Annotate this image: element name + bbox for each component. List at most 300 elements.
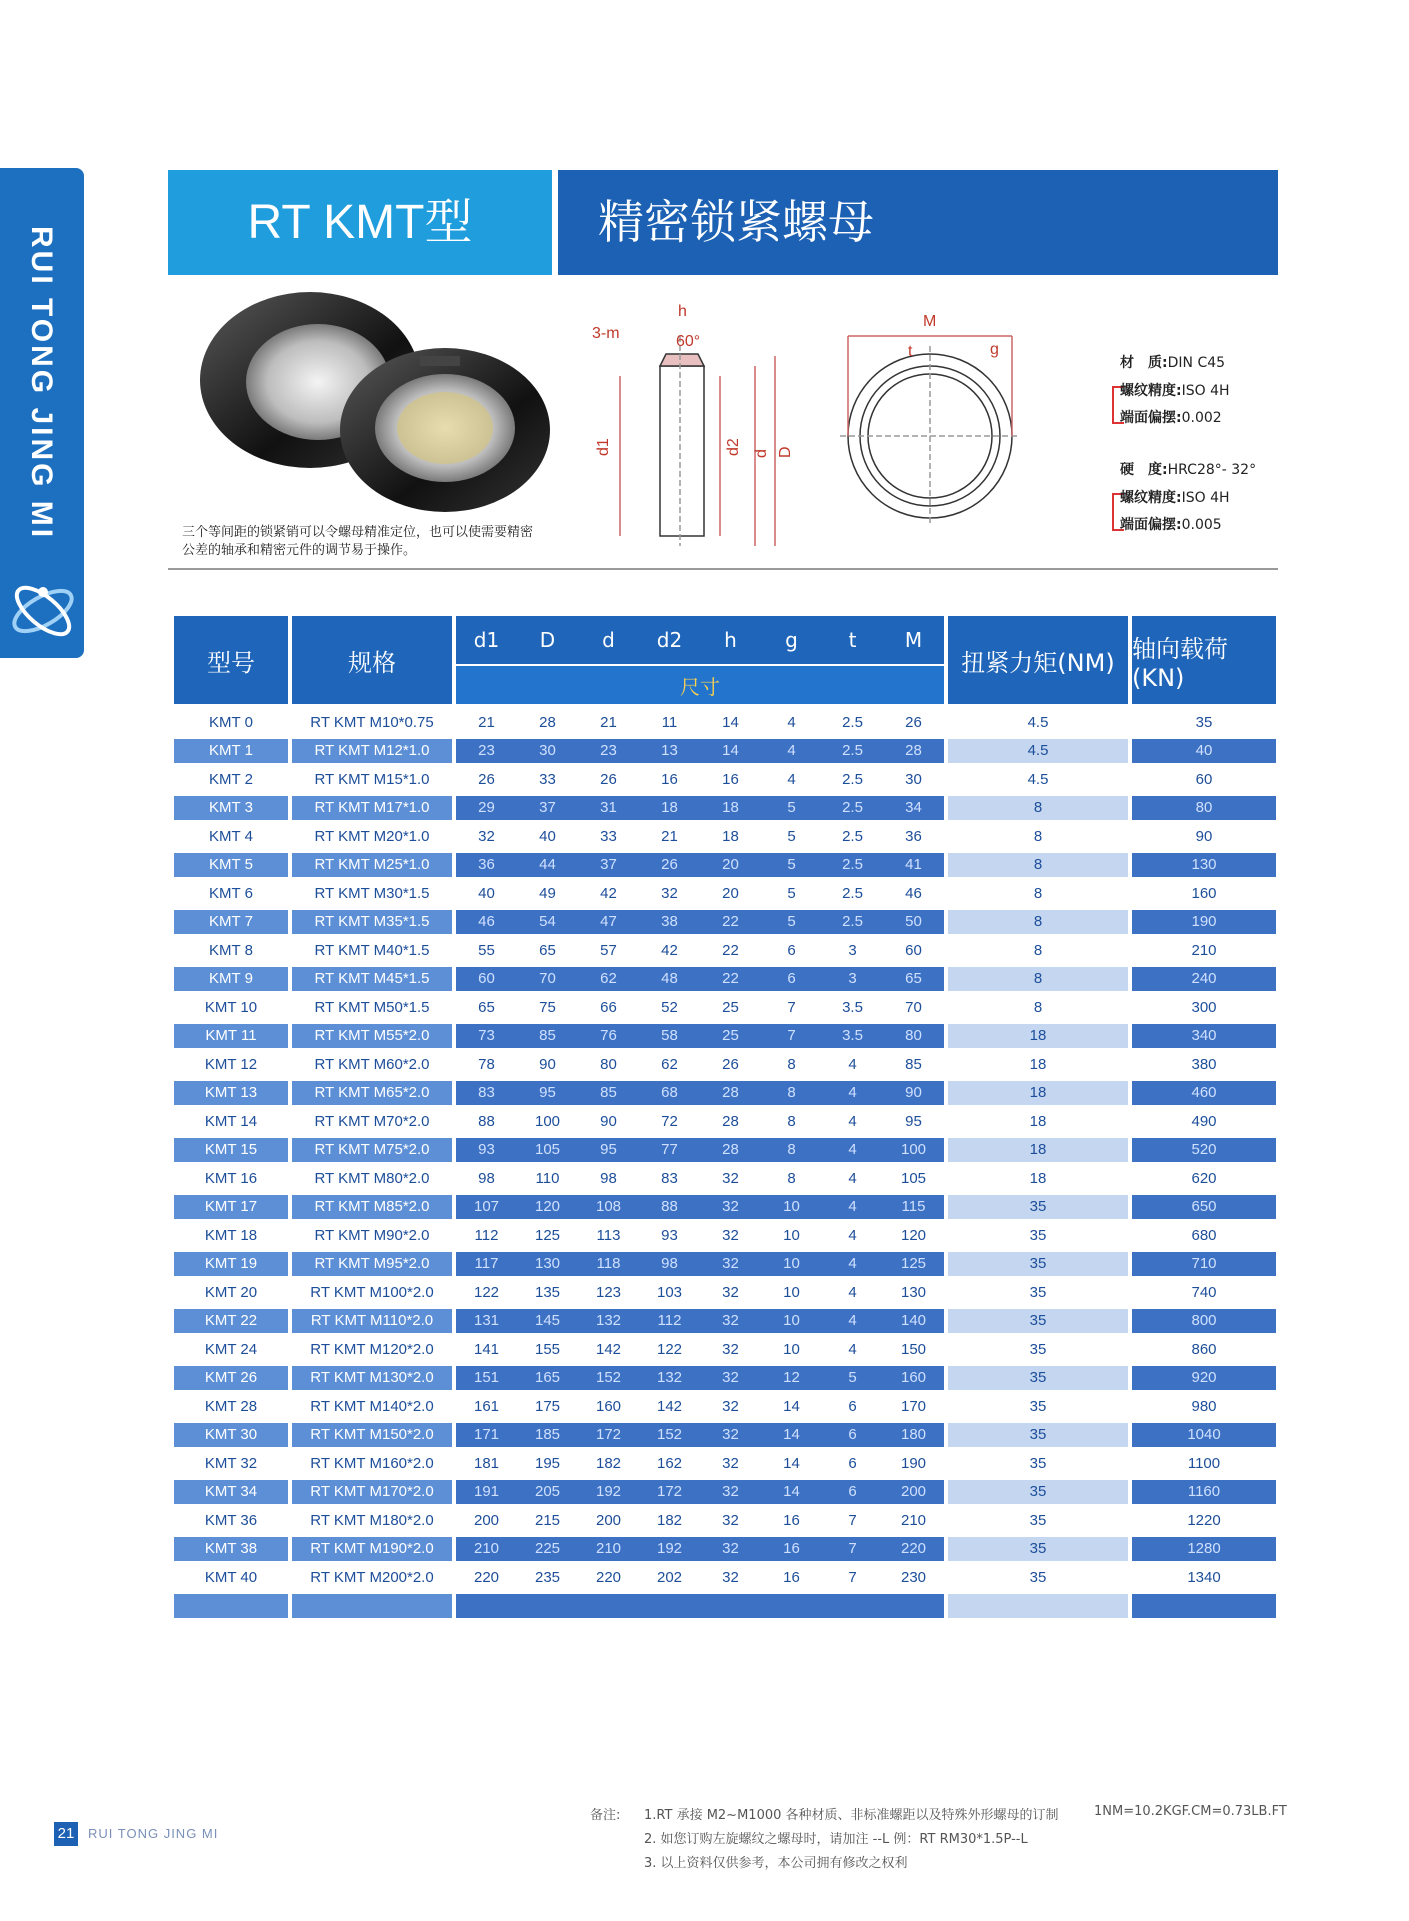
table-cell: 6 <box>822 1480 883 1504</box>
table-cell: 14 <box>700 739 761 763</box>
table-cell: RT KMT M80*2.0 <box>314 1169 430 1187</box>
table-cell: 4.5 <box>1027 770 1049 788</box>
table-cell: 5 <box>761 853 822 877</box>
table-cell: RT KMT M90*2.0 <box>314 1226 430 1244</box>
table-cell: 83 <box>456 1081 517 1105</box>
table-cell: RT KMT M55*2.0 <box>292 1024 452 1048</box>
label-M: M <box>923 313 937 330</box>
table-row <box>174 1022 1276 1051</box>
table-row <box>174 1278 1276 1307</box>
table-cell: 14 <box>761 1423 822 1447</box>
table-cell: 108 <box>578 1195 639 1219</box>
table-cell: 18 <box>948 1081 1128 1105</box>
table-cell: 34 <box>883 796 944 820</box>
table-cell: 60 <box>1195 770 1213 788</box>
table-cell: 175 <box>534 1397 561 1415</box>
table-cell: 202 <box>656 1568 683 1586</box>
table-cell: RT KMT M180*2.0 <box>310 1511 434 1529</box>
table-cell: 155 <box>534 1340 561 1358</box>
table-cell: 37 <box>578 853 639 877</box>
table-cell: 2.5 <box>822 853 883 877</box>
table-cell: 200 <box>595 1511 622 1529</box>
table-cell: 98 <box>639 1252 700 1276</box>
table-cell: 2.5 <box>842 884 863 902</box>
table-cell: 83 <box>661 1169 678 1187</box>
table-cell: 160 <box>595 1397 622 1415</box>
table-cell <box>578 1594 639 1618</box>
table-cell: 182 <box>595 1454 622 1472</box>
table-cell: 8 <box>787 1055 796 1073</box>
side-brand-text: RUI TONG JING MI <box>25 226 58 541</box>
table-cell: KMT 11 <box>174 1024 288 1048</box>
table-cell: 10 <box>761 1195 822 1219</box>
table-cell: 28 <box>700 1081 761 1105</box>
table-cell: 16 <box>783 1568 800 1586</box>
note-1: 1.RT 承接 M2~M1000 各种材质、非标准螺距以及特殊外形螺母的订制 <box>644 1808 1059 1823</box>
header-dim-6: t <box>822 616 883 664</box>
table-cell: 190 <box>1132 910 1276 934</box>
table-cell: KMT 0 <box>209 713 253 731</box>
table-cell: 165 <box>517 1366 578 1390</box>
table-cell: 113 <box>596 1226 621 1244</box>
table-cell: 23 <box>456 739 517 763</box>
table-cell: 117 <box>456 1252 517 1276</box>
table-cell: 35 <box>1029 1397 1047 1415</box>
table-cell: 140 <box>883 1309 944 1333</box>
table-row <box>174 1221 1276 1250</box>
table-cell: 300 <box>1191 998 1217 1016</box>
table-cell: 41 <box>883 853 944 877</box>
table-cell: KMT 36 <box>204 1511 258 1529</box>
table-cell: 110 <box>535 1169 560 1187</box>
table-row <box>174 1506 1276 1535</box>
table-cell: 18 <box>1029 1169 1047 1187</box>
table-cell: 380 <box>1191 1055 1217 1073</box>
table-cell: 32 <box>700 1195 761 1219</box>
table-cell: 200 <box>473 1511 500 1529</box>
table-cell: 210 <box>900 1511 927 1529</box>
table-cell: 72 <box>661 1112 678 1130</box>
table-cell <box>517 1594 578 1618</box>
table-cell: 1220 <box>1187 1511 1221 1529</box>
table-cell: 90 <box>539 1055 556 1073</box>
table-cell: 4 <box>848 1112 857 1130</box>
table-cell: 22 <box>722 941 739 959</box>
table-cell: 120 <box>517 1195 578 1219</box>
table-cell: KMT 12 <box>204 1055 258 1073</box>
table-cell: KMT 19 <box>174 1252 288 1276</box>
footer-brand: RUI TONG JING MI <box>88 1826 219 1841</box>
table-cell <box>761 1594 822 1618</box>
table-cell: 90 <box>1195 827 1213 845</box>
table-cell: 21 <box>600 713 617 731</box>
table-cell: 191 <box>456 1480 517 1504</box>
table-cell: 172 <box>578 1423 639 1447</box>
table-cell: 28 <box>722 1112 739 1130</box>
table-cell: KMT 4 <box>209 827 253 845</box>
table-cell: 235 <box>534 1568 561 1586</box>
table-cell: 35 <box>1029 1283 1047 1301</box>
table-cell: 8 <box>761 1081 822 1105</box>
table-row <box>174 851 1276 880</box>
table-row <box>174 879 1276 908</box>
table-cell: 93 <box>456 1138 517 1162</box>
table-cell: 4 <box>761 739 822 763</box>
table-cell: 65 <box>478 998 495 1016</box>
spec-hardness: 硬 度:HRC28°- 32° <box>1120 462 1257 478</box>
table-cell: 26 <box>600 770 617 788</box>
table-cell: 162 <box>656 1454 683 1472</box>
table-cell: RT KMT M100*2.0 <box>310 1283 434 1301</box>
table-row <box>174 822 1276 851</box>
table-cell: 4 <box>848 1055 857 1073</box>
table-cell: 161 <box>473 1397 500 1415</box>
table-cell: 76 <box>578 1024 639 1048</box>
table-cell: KMT 5 <box>174 853 288 877</box>
table-cell: 33 <box>539 770 556 788</box>
table-cell: 1340 <box>1187 1568 1221 1586</box>
table-cell: 48 <box>639 967 700 991</box>
table-cell: 35 <box>948 1423 1128 1447</box>
table-cell: 44 <box>517 853 578 877</box>
table-cell: 35 <box>948 1366 1128 1390</box>
table-cell: 14 <box>761 1480 822 1504</box>
table-cell: 142 <box>595 1340 622 1358</box>
table-row <box>174 908 1276 937</box>
section-divider <box>168 568 1278 570</box>
table-cell: 80 <box>1132 796 1276 820</box>
table-cell: 171 <box>456 1423 517 1447</box>
spec-runout-2: 端面偏摆:0.005 <box>1120 517 1222 533</box>
caption-line-2: 公差的轴承和精密元件的调节易于操作。 <box>182 543 417 558</box>
notes-label: 备注: <box>590 1808 621 1823</box>
table-cell: KMT 17 <box>174 1195 288 1219</box>
table-cell: 710 <box>1132 1252 1276 1276</box>
table-cell: 340 <box>1132 1024 1276 1048</box>
table-cell: 78 <box>478 1055 495 1073</box>
table-cell: 3 <box>848 941 857 959</box>
table-cell: KMT 9 <box>174 967 288 991</box>
table-cell: 8 <box>948 967 1128 991</box>
table-cell: 8 <box>787 1169 796 1187</box>
product-title-banner: 精密锁紧螺母 <box>558 170 1278 275</box>
table-cell: 180 <box>883 1423 944 1447</box>
table-cell: 22 <box>700 967 761 991</box>
table-cell: 42 <box>600 884 617 902</box>
table-cell: KMT 1 <box>174 739 288 763</box>
table-row <box>174 1392 1276 1421</box>
table-cell: 32 <box>722 1454 739 1472</box>
table-cell: RT KMT M30*1.5 <box>314 884 430 902</box>
table-cell: 12 <box>761 1366 822 1390</box>
table-cell: 4 <box>822 1138 883 1162</box>
spec-thread-1: 螺纹精度:ISO 4H <box>1120 383 1230 399</box>
table-cell: 65 <box>883 967 944 991</box>
table-cell: 37 <box>517 796 578 820</box>
table-cell: 70 <box>905 998 922 1016</box>
table-cell: 35 <box>1195 713 1213 731</box>
table-cell: 20 <box>700 853 761 877</box>
table-cell: 123 <box>595 1283 622 1301</box>
table-cell <box>292 1594 452 1618</box>
table-cell: 10 <box>761 1309 822 1333</box>
table-cell: 18 <box>948 1024 1128 1048</box>
table-cell: RT KMT M20*1.0 <box>314 827 430 845</box>
table-row <box>174 1335 1276 1364</box>
table-cell: 4 <box>848 1283 857 1301</box>
table-cell: 80 <box>600 1055 617 1073</box>
table-cell: 62 <box>661 1055 678 1073</box>
table-cell <box>822 1594 883 1618</box>
table-cell: 7 <box>848 1568 857 1586</box>
table-cell: 16 <box>783 1511 800 1529</box>
company-logo-icon <box>2 570 84 652</box>
label-g: g <box>990 341 999 358</box>
table-cell: 30 <box>905 770 922 788</box>
table-cell: RT KMT M150*2.0 <box>292 1423 452 1447</box>
table-cell: 103 <box>656 1283 683 1301</box>
table-cell: 3.5 <box>842 998 863 1016</box>
header-dim-0: d1 <box>456 616 517 664</box>
table-cell: 32 <box>722 1511 739 1529</box>
table-cell: 4.5 <box>948 739 1128 763</box>
table-cell: 2.5 <box>842 713 863 731</box>
table-cell: 100 <box>534 1112 561 1130</box>
table-cell: 90 <box>600 1112 617 1130</box>
table-cell: 210 <box>1191 941 1217 959</box>
header-dim-2: d <box>578 616 639 664</box>
table-cell: 4 <box>787 770 796 788</box>
table-cell: 460 <box>1132 1081 1276 1105</box>
table-cell: 32 <box>700 1480 761 1504</box>
table-cell: 95 <box>578 1138 639 1162</box>
table-row <box>174 1563 1276 1592</box>
table-cell: 130 <box>1132 853 1276 877</box>
table-cell: KMT 30 <box>174 1423 288 1447</box>
table-cell: 1280 <box>1132 1537 1276 1561</box>
model-title-banner: RT KMT型 <box>168 170 552 275</box>
table-cell: 860 <box>1191 1340 1217 1358</box>
table-row <box>174 1592 1276 1621</box>
table-cell: RT KMT M130*2.0 <box>292 1366 452 1390</box>
table-cell: RT KMT M50*1.5 <box>314 998 430 1016</box>
table-cell: 170 <box>900 1397 927 1415</box>
table-cell: 112 <box>639 1309 700 1333</box>
table-cell: 35 <box>1029 1226 1047 1244</box>
table-cell: 18 <box>700 796 761 820</box>
table-cell: 32 <box>722 1340 739 1358</box>
table-cell: KMT 22 <box>174 1309 288 1333</box>
table-cell: 18 <box>639 796 700 820</box>
table-cell: 152 <box>639 1423 700 1447</box>
table-cell: 32 <box>700 1309 761 1333</box>
header-type: 型号 <box>174 616 288 704</box>
table-cell: 980 <box>1191 1397 1217 1415</box>
table-cell: 14 <box>783 1454 800 1472</box>
table-cell: 55 <box>478 941 495 959</box>
table-cell <box>639 1594 700 1618</box>
table-cell: 35 <box>948 1195 1128 1219</box>
table-cell: 58 <box>639 1024 700 1048</box>
table-cell: 23 <box>578 739 639 763</box>
table-cell: 32 <box>700 1252 761 1276</box>
table-cell: 130 <box>900 1283 927 1301</box>
table-cell: 54 <box>517 910 578 934</box>
table-cell: 32 <box>478 827 495 845</box>
technical-drawing <box>580 296 1050 556</box>
label-d2: d2 <box>725 438 742 456</box>
table-cell: 60 <box>905 941 922 959</box>
table-cell: RT KMT M65*2.0 <box>292 1081 452 1105</box>
table-cell: 125 <box>883 1252 944 1276</box>
table-cell: 1160 <box>1132 1480 1276 1504</box>
table-cell: 32 <box>722 1283 739 1301</box>
table-cell: 132 <box>639 1366 700 1390</box>
table-cell: 132 <box>578 1309 639 1333</box>
table-cell: 151 <box>456 1366 517 1390</box>
table-cell: KMT 32 <box>204 1454 258 1472</box>
table-cell: 6 <box>822 1423 883 1447</box>
table-cell: 182 <box>656 1511 683 1529</box>
table-cell: 7 <box>848 1511 857 1529</box>
table-cell: 142 <box>656 1397 683 1415</box>
header-torque: 扭紧力矩(NM) <box>948 616 1128 704</box>
label-t: t <box>908 343 913 360</box>
table-cell: 4 <box>822 1309 883 1333</box>
table-cell: RT KMT M75*2.0 <box>292 1138 452 1162</box>
table-cell: 62 <box>578 967 639 991</box>
table-cell: 35 <box>948 1480 1128 1504</box>
table-cell: 85 <box>905 1055 922 1073</box>
table-cell: 4 <box>822 1195 883 1219</box>
table-cell: 18 <box>1029 1112 1047 1130</box>
table-cell: 7 <box>822 1537 883 1561</box>
table-cell: 240 <box>1132 967 1276 991</box>
table-cell: 225 <box>517 1537 578 1561</box>
table-cell: RT KMT M45*1.5 <box>292 967 452 991</box>
table-cell: 35 <box>1029 1454 1047 1472</box>
table-row <box>174 1449 1276 1478</box>
table-cell: 118 <box>578 1252 639 1276</box>
header-dim-3: d2 <box>639 616 700 664</box>
table-cell: RT KMT M95*2.0 <box>292 1252 452 1276</box>
table-cell: KMT 34 <box>174 1480 288 1504</box>
table-row <box>174 1421 1276 1450</box>
table-cell <box>700 1594 761 1618</box>
spec-table <box>174 616 1276 1620</box>
table-cell: 5 <box>787 884 796 902</box>
table-cell: 8 <box>948 910 1128 934</box>
table-cell: 88 <box>639 1195 700 1219</box>
table-cell: 7 <box>761 1024 822 1048</box>
table-cell: 90 <box>883 1081 944 1105</box>
table-cell: 32 <box>700 1537 761 1561</box>
table-cell: 50 <box>883 910 944 934</box>
table-cell: KMT 20 <box>204 1283 258 1301</box>
table-cell: 46 <box>456 910 517 934</box>
table-cell: 2.5 <box>842 827 863 845</box>
table-cell: RT KMT M60*2.0 <box>314 1055 430 1073</box>
table-cell: 2.5 <box>822 796 883 820</box>
table-row <box>174 1307 1276 1336</box>
label-d: d <box>753 449 770 458</box>
table-cell: 8 <box>1033 827 1043 845</box>
header-dim-5: g <box>761 616 822 664</box>
table-cell: 5 <box>822 1366 883 1390</box>
table-cell: 65 <box>539 941 556 959</box>
spec-thread-2: 螺纹精度:ISO 4H <box>1120 490 1230 506</box>
table-cell: 20 <box>722 884 739 902</box>
table-cell: 4 <box>848 1226 857 1244</box>
table-cell: 32 <box>700 1366 761 1390</box>
table-cell: 141 <box>473 1340 500 1358</box>
table-cell: 66 <box>600 998 617 1016</box>
table-cell: RT KMT M70*2.0 <box>314 1112 430 1130</box>
table-row <box>174 708 1276 737</box>
page-number: 21 <box>54 1822 78 1846</box>
table-cell: 107 <box>456 1195 517 1219</box>
table-cell: 32 <box>661 884 678 902</box>
table-cell: 32 <box>700 1423 761 1447</box>
table-cell: 680 <box>1191 1226 1217 1244</box>
table-cell: RT KMT M35*1.5 <box>292 910 452 934</box>
table-cell: 200 <box>883 1480 944 1504</box>
table-cell: 46 <box>905 884 922 902</box>
table-cell: KMT 2 <box>209 770 253 788</box>
label-60: 60° <box>676 333 701 350</box>
table-cell: 40 <box>1132 739 1276 763</box>
table-cell: 8 <box>787 1112 796 1130</box>
table-cell: 122 <box>473 1283 500 1301</box>
table-cell: 47 <box>578 910 639 934</box>
table-cell: 14 <box>783 1397 800 1415</box>
table-cell: RT KMT M120*2.0 <box>310 1340 434 1358</box>
table-cell: 25 <box>700 1024 761 1048</box>
header-dim-7: M <box>883 616 944 664</box>
table-cell: 115 <box>883 1195 944 1219</box>
table-cell: 5 <box>761 796 822 820</box>
note-2: 2. 如您订购左旋螺纹之螺母时，请加注 --L 例：RT RM30*1.5P--L <box>644 1832 1028 1847</box>
table-row <box>174 1079 1276 1108</box>
table-cell: 210 <box>456 1537 517 1561</box>
table-cell: 150 <box>900 1340 927 1358</box>
header-dim-1: D <box>517 616 578 664</box>
table-cell: 8 <box>1033 998 1043 1016</box>
table-row <box>174 1164 1276 1193</box>
table-cell: 215 <box>534 1511 561 1529</box>
table-cell: 181 <box>473 1454 500 1472</box>
table-cell: 125 <box>534 1226 561 1244</box>
table-cell: 88 <box>478 1112 495 1130</box>
table-cell: 31 <box>578 796 639 820</box>
table-cell: 42 <box>661 941 678 959</box>
table-row <box>174 993 1276 1022</box>
table-cell: 60 <box>456 967 517 991</box>
table-cell: KMT 18 <box>204 1226 258 1244</box>
table-cell <box>174 1594 288 1618</box>
header-dim-4: h <box>700 616 761 664</box>
table-cell: 4 <box>848 1169 857 1187</box>
table-cell: RT KMT M17*1.0 <box>292 796 452 820</box>
table-cell: 6 <box>848 1454 857 1472</box>
table-cell: 21 <box>478 713 495 731</box>
table-cell: 3 <box>822 967 883 991</box>
table-cell: 22 <box>700 910 761 934</box>
table-cell: 220 <box>595 1568 622 1586</box>
table-cell: 35 <box>948 1252 1128 1276</box>
unit-conversion: 1NM=10.2KGF.CM=0.73LB.FT <box>1094 1804 1287 1819</box>
table-cell: 210 <box>578 1537 639 1561</box>
